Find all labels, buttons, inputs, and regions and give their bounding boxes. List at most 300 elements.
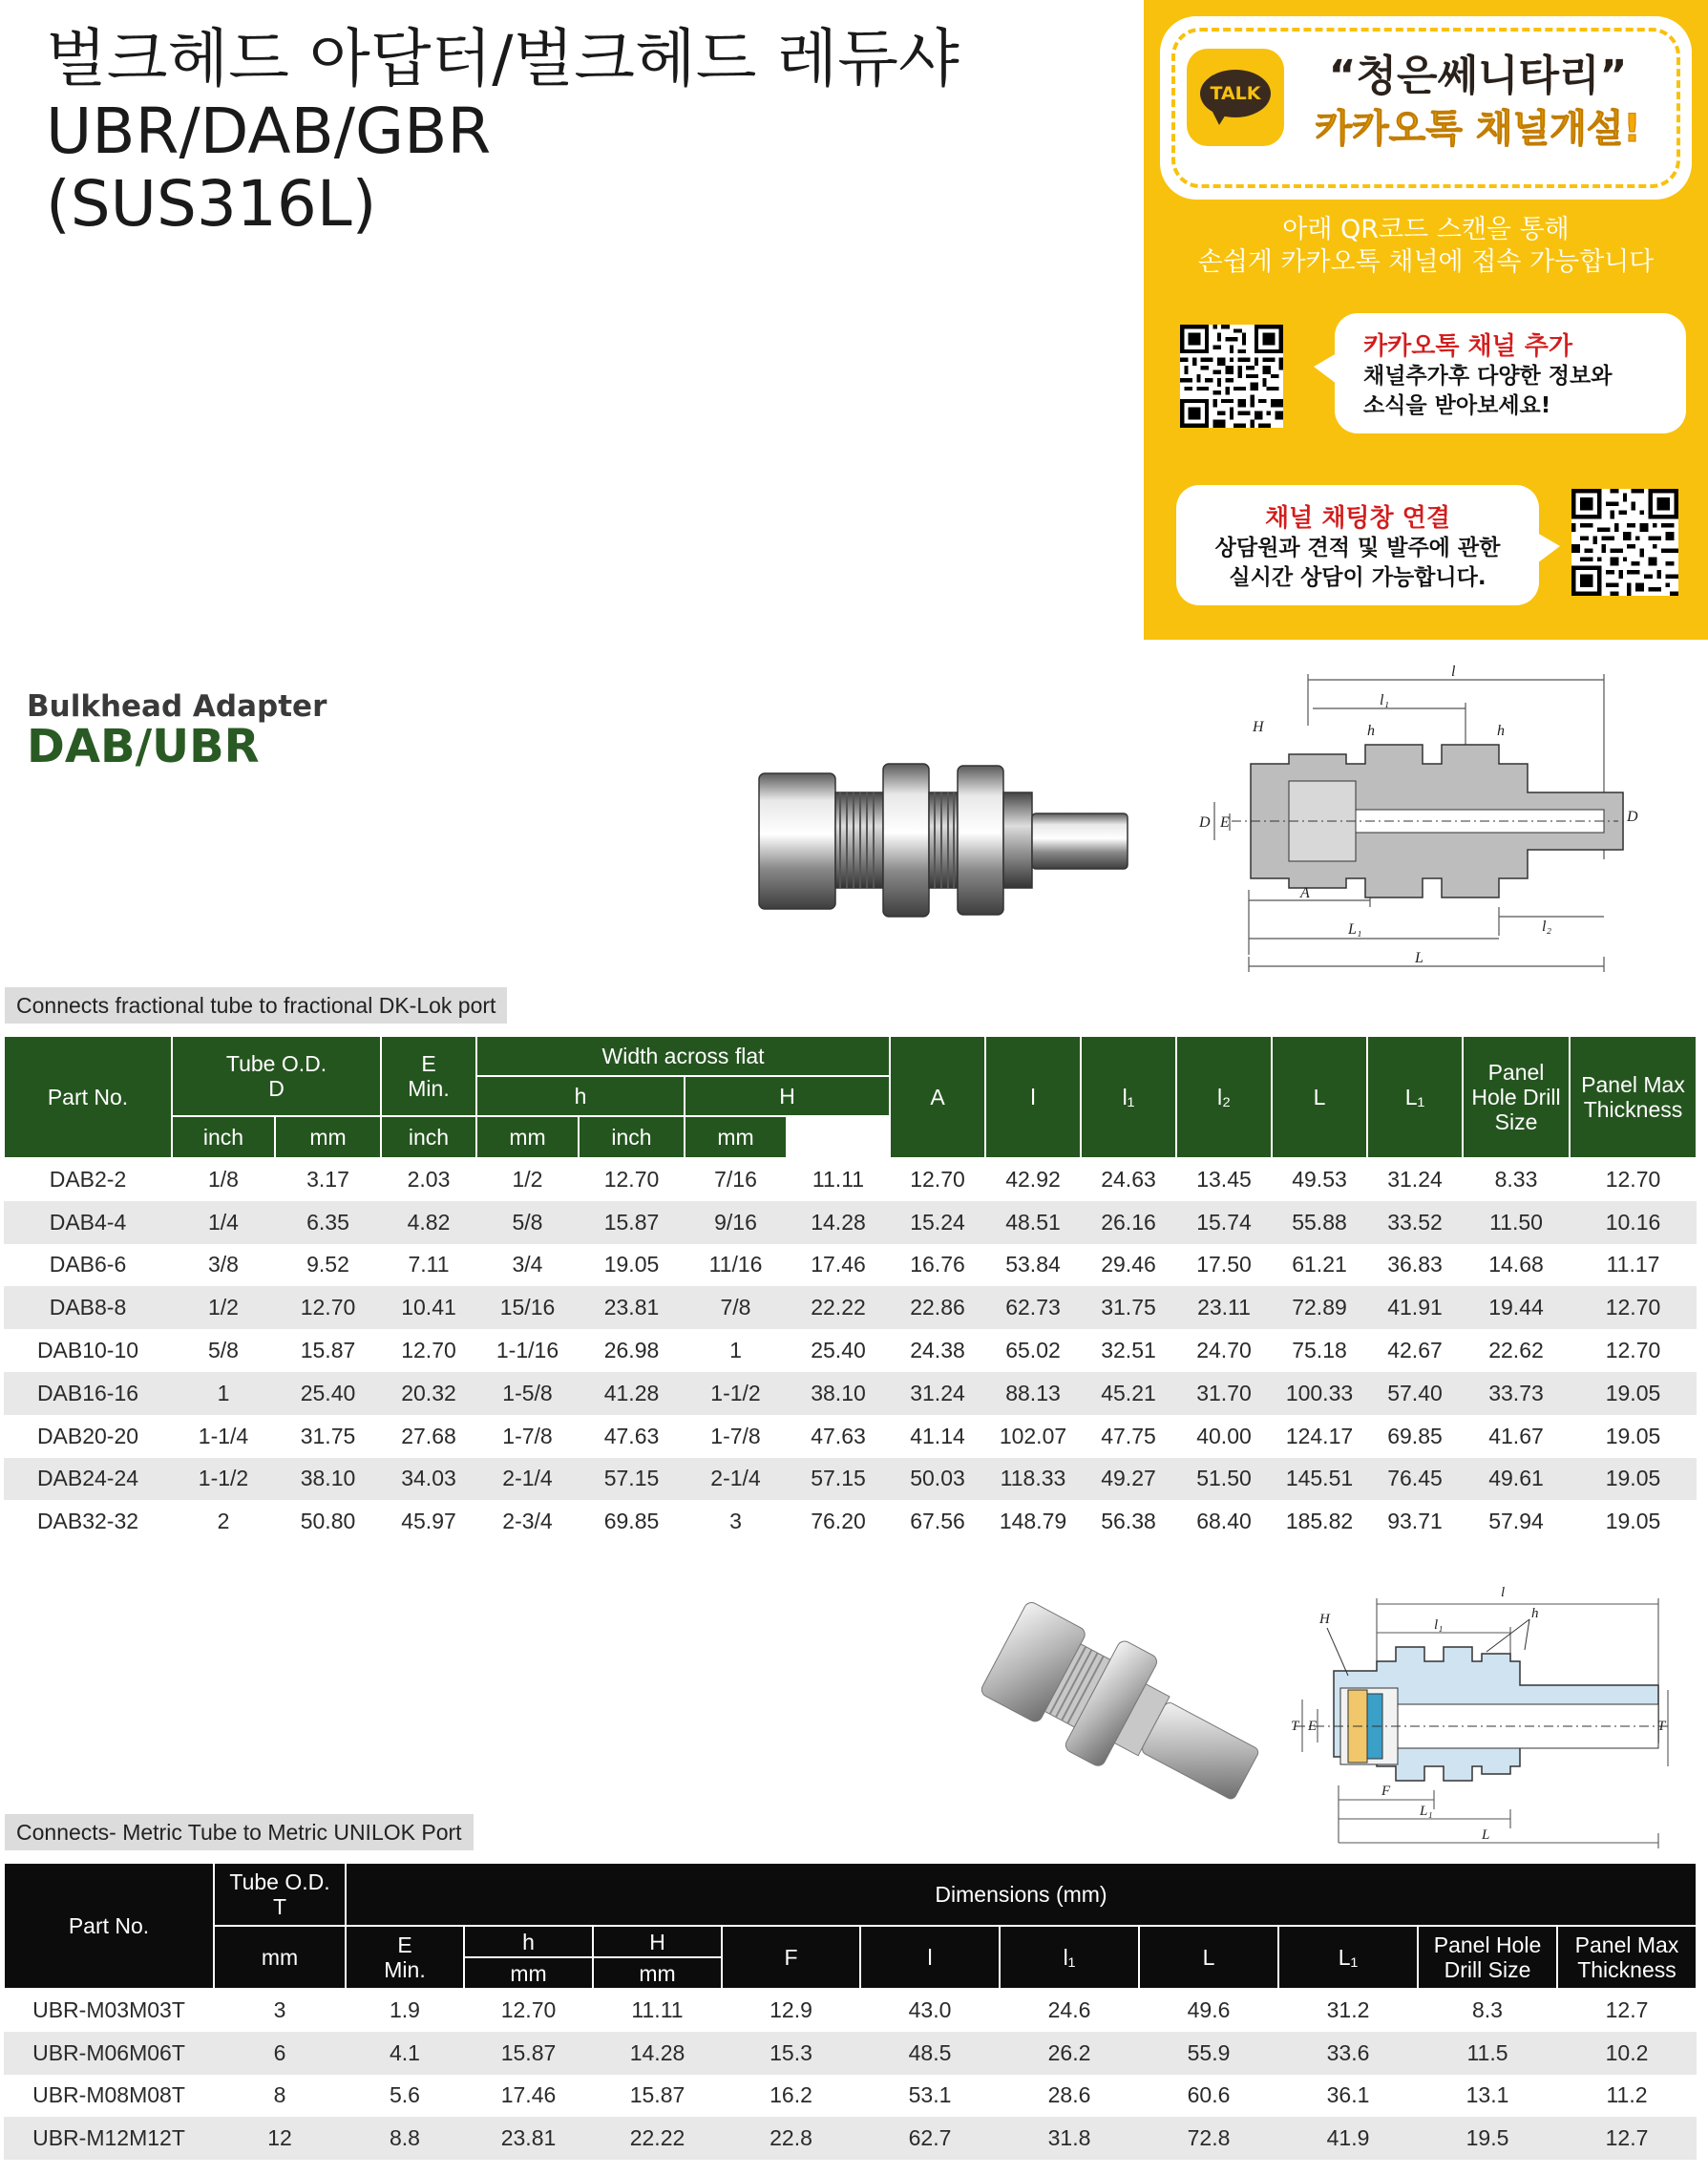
table-row [4,1989,1697,2032]
table-cell: 67.56 [890,1500,985,1543]
table-cell: 20.32 [381,1372,476,1415]
part-number-cell: UBR-M08M08T [4,2075,214,2118]
sub-mm: mm [476,1116,579,1158]
table-cell: 1/4 [172,1201,275,1244]
table-row [4,1458,1697,1501]
table-cell: 1-5/8 [476,1372,579,1415]
table-cell: 65.02 [985,1329,1081,1372]
sub-mm: mm [275,1116,381,1158]
label-T: T [1291,1719,1299,1734]
table-cell: 145.51 [1272,1458,1367,1501]
table-cell: 15.87 [275,1329,381,1372]
table-cell: 26.16 [1081,1201,1176,1244]
label-l1: l₁ [1434,1617,1444,1633]
table-cell: 40.00 [1176,1415,1272,1458]
table-cell: 24.63 [1081,1158,1176,1201]
title-line-3: (SUS316L) [46,167,377,241]
chat-connect-title: 채널 채팅창 연결 [1265,504,1450,533]
label-l1: l₁ [1380,692,1390,708]
table-cell: 1/2 [476,1158,579,1201]
table-cell: 5.6 [346,2075,464,2118]
ubr-adapter-photo [979,1604,1265,1819]
col-e-min [381,1036,476,1116]
table-cell: 43.0 [860,1989,1000,2032]
table-cell: 36.83 [1367,1244,1463,1287]
table-cell: 1/2 [172,1286,275,1329]
table-cell: 12.7 [1557,2117,1697,2160]
table-cell: 1.9 [346,1989,464,2032]
table-cell: 19.05 [1570,1372,1697,1415]
table-cell: 6.35 [275,1201,381,1244]
tube-od-symbol: T [272,1894,287,1919]
table-cell: 1-7/8 [685,1415,787,1458]
table-cell: 11.11 [787,1158,890,1201]
table-cell: 12.70 [381,1329,476,1372]
table-cell: 19.05 [1570,1500,1697,1543]
table-cell: 31.8 [1000,2117,1139,2160]
table-cell: 42.92 [985,1158,1081,1201]
table-cell: 2-1/4 [685,1458,787,1501]
table-cell: 16.76 [890,1244,985,1287]
table-cell: 55.88 [1272,1201,1367,1244]
table-cell: 11.50 [1463,1201,1570,1244]
label-l: l [1451,664,1456,680]
table-cell: 9/16 [685,1201,787,1244]
table-cell: 76.20 [787,1500,890,1543]
table-cell: 26.2 [1000,2032,1139,2075]
label-L1: L₁ [1348,921,1362,938]
table-cell: 72.8 [1139,2117,1278,2160]
table-cell: 12.70 [1570,1286,1697,1329]
banner-desc-line-2: 손쉽게 카카오톡 채널에 접속 가능합니다 [1197,247,1655,277]
table-cell: 17.50 [1176,1244,1272,1287]
table-cell: 6 [214,2032,346,2075]
table-cell: 68.40 [1176,1500,1272,1543]
e-label: E [421,1051,436,1076]
table-cell: 22.62 [1463,1329,1570,1372]
table-cell: 36.1 [1278,2075,1418,2118]
section-subtitle: Bulkhead Adapter [27,689,327,724]
table-cell: 10.16 [1570,1201,1697,1244]
table-cell: 7.11 [381,1244,476,1287]
label-l2: l₂ [1542,919,1552,935]
banner-company-name: “청은쎄니타리” [1328,52,1628,100]
label-h: h [1367,723,1375,739]
sub-mm: mm [593,1957,722,1989]
table-cell: 33.6 [1278,2032,1418,2075]
table-cell: 61.21 [1272,1244,1367,1287]
col-L: L [1272,1036,1367,1158]
table-cell: 7/8 [685,1286,787,1329]
table-cell: 57.94 [1463,1500,1570,1543]
table-row [4,2075,1697,2118]
table-row [4,1201,1697,1244]
col-panel-hole: Panel Hole Drill Size [1418,1926,1557,1989]
table-cell: 12 [214,2117,346,2160]
table-cell: 11.5 [1418,2032,1557,2075]
label-L: L [1415,950,1423,966]
table-cell: 57.40 [1367,1372,1463,1415]
table-cell: 88.13 [985,1372,1081,1415]
table-cell: 12.70 [275,1286,381,1329]
table-cell: 118.33 [985,1458,1081,1501]
col-e-min [346,1926,464,1989]
part-number-cell: DAB8-8 [4,1286,172,1329]
chat-connect-card[interactable] [1176,485,1539,605]
table-cell: 31.75 [1081,1286,1176,1329]
add-channel-line-2: 소식을 받아보세요! [1363,393,1551,418]
table-cell: 26.98 [579,1329,685,1372]
table-cell: 57.15 [787,1458,890,1501]
table-cell: 13.45 [1176,1158,1272,1201]
table-cell: 19.5 [1418,2117,1557,2160]
table-row [4,2117,1697,2160]
table-cell: 1/8 [172,1158,275,1201]
table-cell: 62.73 [985,1286,1081,1329]
col-width-across-flat: Width across flat [476,1036,890,1076]
table-cell: 51.50 [1176,1458,1272,1501]
label-l: l [1501,1585,1506,1600]
banner-channel-open: 카카오톡 채널개설! [1315,107,1641,151]
label-T: T [1657,1719,1666,1734]
table-cell: 53.1 [860,2075,1000,2118]
table-cell: 3.17 [275,1158,381,1201]
part-number-cell: UBR-M06M06T [4,2032,214,2075]
table-cell: 148.79 [985,1500,1081,1543]
table-cell: 38.10 [275,1458,381,1501]
col-l2: l₂ [1176,1036,1272,1158]
table-cell: 12.9 [722,1989,860,2032]
table-cell: 31.24 [1367,1158,1463,1201]
table-cell: 55.9 [1139,2032,1278,2075]
table-cell: 2 [172,1500,275,1543]
table-cell: 41.14 [890,1415,985,1458]
table-cell: 3 [685,1500,787,1543]
label-L: L [1482,1827,1490,1843]
dab-adapter-photo [749,745,1141,945]
col-panel-max: Panel Max Thickness [1557,1926,1697,1989]
col-panel-max: Panel Max Thickness [1570,1036,1697,1158]
table-cell: 33.73 [1463,1372,1570,1415]
table-cell: 41.91 [1367,1286,1463,1329]
table-cell: 15.87 [464,2032,593,2075]
table-cell: 24.6 [1000,1989,1139,2032]
table-cell: 57.15 [579,1458,685,1501]
table-row [4,1158,1697,1201]
sub-mm: mm [214,1926,346,1989]
col-dimensions: Dimensions (mm) [346,1863,1697,1926]
col-L1: L₁ [1278,1926,1418,1989]
add-channel-title: 카카오톡 채널 추가 [1363,332,1573,361]
table-cell: 3/4 [476,1244,579,1287]
table-row [4,1500,1697,1543]
table-cell: 16.2 [722,2075,860,2118]
table-cell: 1-7/8 [476,1415,579,1458]
table-cell: 15.87 [579,1201,685,1244]
table-cell: 75.18 [1272,1329,1367,1372]
table-cell: 15.3 [722,2032,860,2075]
title-line-2: UBR/DAB/GBR [46,95,492,168]
table-cell: 7/16 [685,1158,787,1201]
banner-header [1160,16,1692,200]
table-cell: 23.11 [1176,1286,1272,1329]
part-number-cell: DAB24-24 [4,1458,172,1501]
e-min-label: Min. [408,1076,450,1101]
banner-desc-line-1: 아래 QR코드 스캔을 통해 [1282,215,1570,244]
col-h-big: H [593,1926,722,1957]
table-cell: 25.40 [787,1329,890,1372]
col-l1: l₁ [1000,1926,1139,1989]
col-tube-od [214,1863,346,1926]
table-cell: 14.28 [593,2032,722,2075]
label-L1: L₁ [1420,1804,1433,1819]
label-H: H [1253,719,1264,735]
table-cell: 28.6 [1000,2075,1139,2118]
ubr-dimensions-table [3,1862,1697,2160]
table-cell: 1-1/2 [685,1372,787,1415]
ubr-technical-drawing [1291,1585,1673,1852]
table-cell: 45.97 [381,1500,476,1543]
table-cell: 12.70 [464,1989,593,2032]
dab-technical-drawing [1193,664,1638,974]
table-cell: 53.84 [985,1244,1081,1287]
table-cell: 22.22 [787,1286,890,1329]
table-cell: 10.41 [381,1286,476,1329]
chat-connect-line-1: 상담원과 견적 및 발주에 관한 [1214,536,1501,560]
table-row [4,1244,1697,1287]
section-title: DAB/UBR [27,720,260,773]
label-D: D [1627,809,1638,825]
table-cell: 13.1 [1418,2075,1557,2118]
sub-inch: inch [579,1116,685,1158]
table-cell: 1 [172,1372,275,1415]
table-cell: 11/16 [685,1244,787,1287]
table-cell: 124.17 [1272,1415,1367,1458]
sub-inch: inch [172,1116,275,1158]
dab-table-body [4,1158,1697,1543]
label-E: E [1220,814,1230,831]
table-cell: 31.75 [275,1415,381,1458]
table-cell: 17.46 [787,1244,890,1287]
table-cell: 41.67 [1463,1415,1570,1458]
col-l: l [985,1036,1081,1158]
col-h-big: H [685,1076,890,1116]
table-cell: 32.51 [1081,1329,1176,1372]
part-number-cell: DAB10-10 [4,1329,172,1372]
label-F: F [1381,1784,1391,1799]
table-cell: 8 [214,2075,346,2118]
label-E: E [1308,1719,1318,1734]
table-cell: 29.46 [1081,1244,1176,1287]
table-cell: 45.21 [1081,1372,1176,1415]
ubr-table-body [4,1989,1697,2160]
table-cell: 49.53 [1272,1158,1367,1201]
table-cell: 12.70 [579,1158,685,1201]
kakao-banner [1144,0,1708,640]
table-cell: 1-1/4 [172,1415,275,1458]
table-row [4,1329,1697,1372]
part-number-cell: DAB32-32 [4,1500,172,1543]
label-h: h [1497,723,1505,739]
table-cell: 5/8 [172,1329,275,1372]
col-part-no: Part No. [4,1863,214,1989]
e-min-label: Min. [384,1957,426,1982]
part-number-cell: UBR-M03M03T [4,1989,214,2032]
chat-connect-line-2: 실시간 상담이 가능합니다. [1229,565,1487,590]
table-cell: 24.70 [1176,1329,1272,1372]
table-cell: 60.6 [1139,2075,1278,2118]
table-cell: 15.24 [890,1201,985,1244]
table-cell: 31.24 [890,1372,985,1415]
table-cell: 47.63 [787,1415,890,1458]
table-cell: 12.70 [1570,1158,1697,1201]
table-cell: 12.70 [1570,1329,1697,1372]
table-cell: 41.9 [1278,2117,1418,2160]
sub-mm: mm [685,1116,787,1158]
table-cell: 8.33 [1463,1158,1570,1201]
label-A: A [1300,885,1310,901]
col-L1: L₁ [1367,1036,1463,1158]
table-cell: 56.38 [1081,1500,1176,1543]
table-cell: 15.87 [593,2075,722,2118]
table-cell: 3 [214,1989,346,2032]
part-number-cell: UBR-M12M12T [4,2117,214,2160]
table-cell: 50.80 [275,1500,381,1543]
table-cell: 69.85 [1367,1415,1463,1458]
table-cell: 4.82 [381,1201,476,1244]
table-cell: 12.7 [1557,1989,1697,2032]
col-f: F [722,1926,860,1989]
table-cell: 185.82 [1272,1500,1367,1543]
qr-code-add-channel[interactable] [1180,325,1283,428]
table-row [4,1286,1697,1329]
part-number-cell: DAB2-2 [4,1158,172,1201]
table-cell: 11.11 [593,1989,722,2032]
title-line-1: 벌크헤드 아답터/벌크헤드 레듀샤 [46,22,959,95]
table-cell: 49.61 [1463,1458,1570,1501]
table-cell: 34.03 [381,1458,476,1501]
table-cell: 76.45 [1367,1458,1463,1501]
col-l1: l₁ [1081,1036,1176,1158]
part-number-cell: DAB6-6 [4,1244,172,1287]
table-cell: 15/16 [476,1286,579,1329]
table-cell: 2-1/4 [476,1458,579,1501]
table-cell: 38.10 [787,1372,890,1415]
table-cell: 3/8 [172,1244,275,1287]
table-cell: 9.52 [275,1244,381,1287]
label-D: D [1199,814,1211,831]
qr-code-chat[interactable] [1571,489,1678,596]
table-cell: 72.89 [1272,1286,1367,1329]
table-cell: 42.67 [1367,1329,1463,1372]
table-cell: 41.28 [579,1372,685,1415]
table-cell: 12.70 [890,1158,985,1201]
card-pointer [1314,353,1337,384]
col-h-small: h [464,1926,593,1957]
table-cell: 22.86 [890,1286,985,1329]
table-cell: 19.05 [579,1244,685,1287]
table-cell: 15.74 [1176,1201,1272,1244]
talk-bubble-tail [1212,110,1229,125]
table-cell: 17.46 [464,2075,593,2118]
table-cell: 49.27 [1081,1458,1176,1501]
table-cell: 22.8 [722,2117,860,2160]
table-cell: 2-3/4 [476,1500,579,1543]
table-cell: 11.2 [1557,2075,1697,2118]
table-cell: 19.44 [1463,1286,1570,1329]
table-cell: 102.07 [985,1415,1081,1458]
table-cell: 62.7 [860,2117,1000,2160]
table-cell: 23.81 [579,1286,685,1329]
col-a: A [890,1036,985,1158]
banner-description [1144,214,1708,279]
dab-dimensions-table [3,1035,1697,1543]
page-title [46,23,1125,241]
table-cell: 48.51 [985,1201,1081,1244]
part-number-cell: DAB20-20 [4,1415,172,1458]
table-cell: 19.05 [1570,1415,1697,1458]
table-cell: 100.33 [1272,1372,1367,1415]
label-h: h [1531,1606,1539,1621]
table-cell: 33.52 [1367,1201,1463,1244]
col-L: L [1139,1926,1278,1989]
part-number-cell: DAB4-4 [4,1201,172,1244]
table-cell: 14.28 [787,1201,890,1244]
table1-caption: Connects fractional tube to fractional DK-Lok port [5,987,507,1024]
table-cell: 31.2 [1278,1989,1418,2032]
table-cell: 93.71 [1367,1500,1463,1543]
qr-code-icon [1180,325,1283,428]
table-row [4,1372,1697,1415]
table-cell: 24.38 [890,1329,985,1372]
table-cell: 2.03 [381,1158,476,1201]
tube-od-label: Tube O.D. [225,1051,327,1076]
table-cell: 10.2 [1557,2032,1697,2075]
talk-bubble-icon: TALK [1200,70,1271,117]
table-cell: 1-1/2 [172,1458,275,1501]
sub-inch: inch [381,1116,476,1158]
col-tube-od [172,1036,381,1116]
kakao-talk-logo [1187,49,1284,146]
table-cell: 23.81 [464,2117,593,2160]
table-cell: 1-1/16 [476,1329,579,1372]
table-row [4,2032,1697,2075]
table-row [4,1415,1697,1458]
tube-od-symbol: D [268,1076,285,1101]
table-cell: 14.68 [1463,1244,1570,1287]
tube-od-label: Tube O.D. [229,1869,330,1894]
part-number-cell: DAB16-16 [4,1372,172,1415]
table-cell: 5/8 [476,1201,579,1244]
table-cell: 22.22 [593,2117,722,2160]
table-cell: 47.75 [1081,1415,1176,1458]
add-channel-line-1: 채널추가후 다양한 정보와 [1363,364,1613,389]
table-cell: 4.1 [346,2032,464,2075]
table-cell: 1 [685,1329,787,1372]
e-label: E [397,1932,412,1957]
table-cell: 8.3 [1418,1989,1557,2032]
table-cell: 31.70 [1176,1372,1272,1415]
table-cell: 8.8 [346,2117,464,2160]
col-l: l [860,1926,1000,1989]
col-part-no: Part No. [4,1036,172,1158]
sub-mm: mm [464,1957,593,1989]
add-channel-card[interactable] [1335,313,1686,433]
table-cell: 19.05 [1570,1458,1697,1501]
table-cell: 47.63 [579,1415,685,1458]
table-cell: 49.6 [1139,1989,1278,2032]
table-cell: 69.85 [579,1500,685,1543]
